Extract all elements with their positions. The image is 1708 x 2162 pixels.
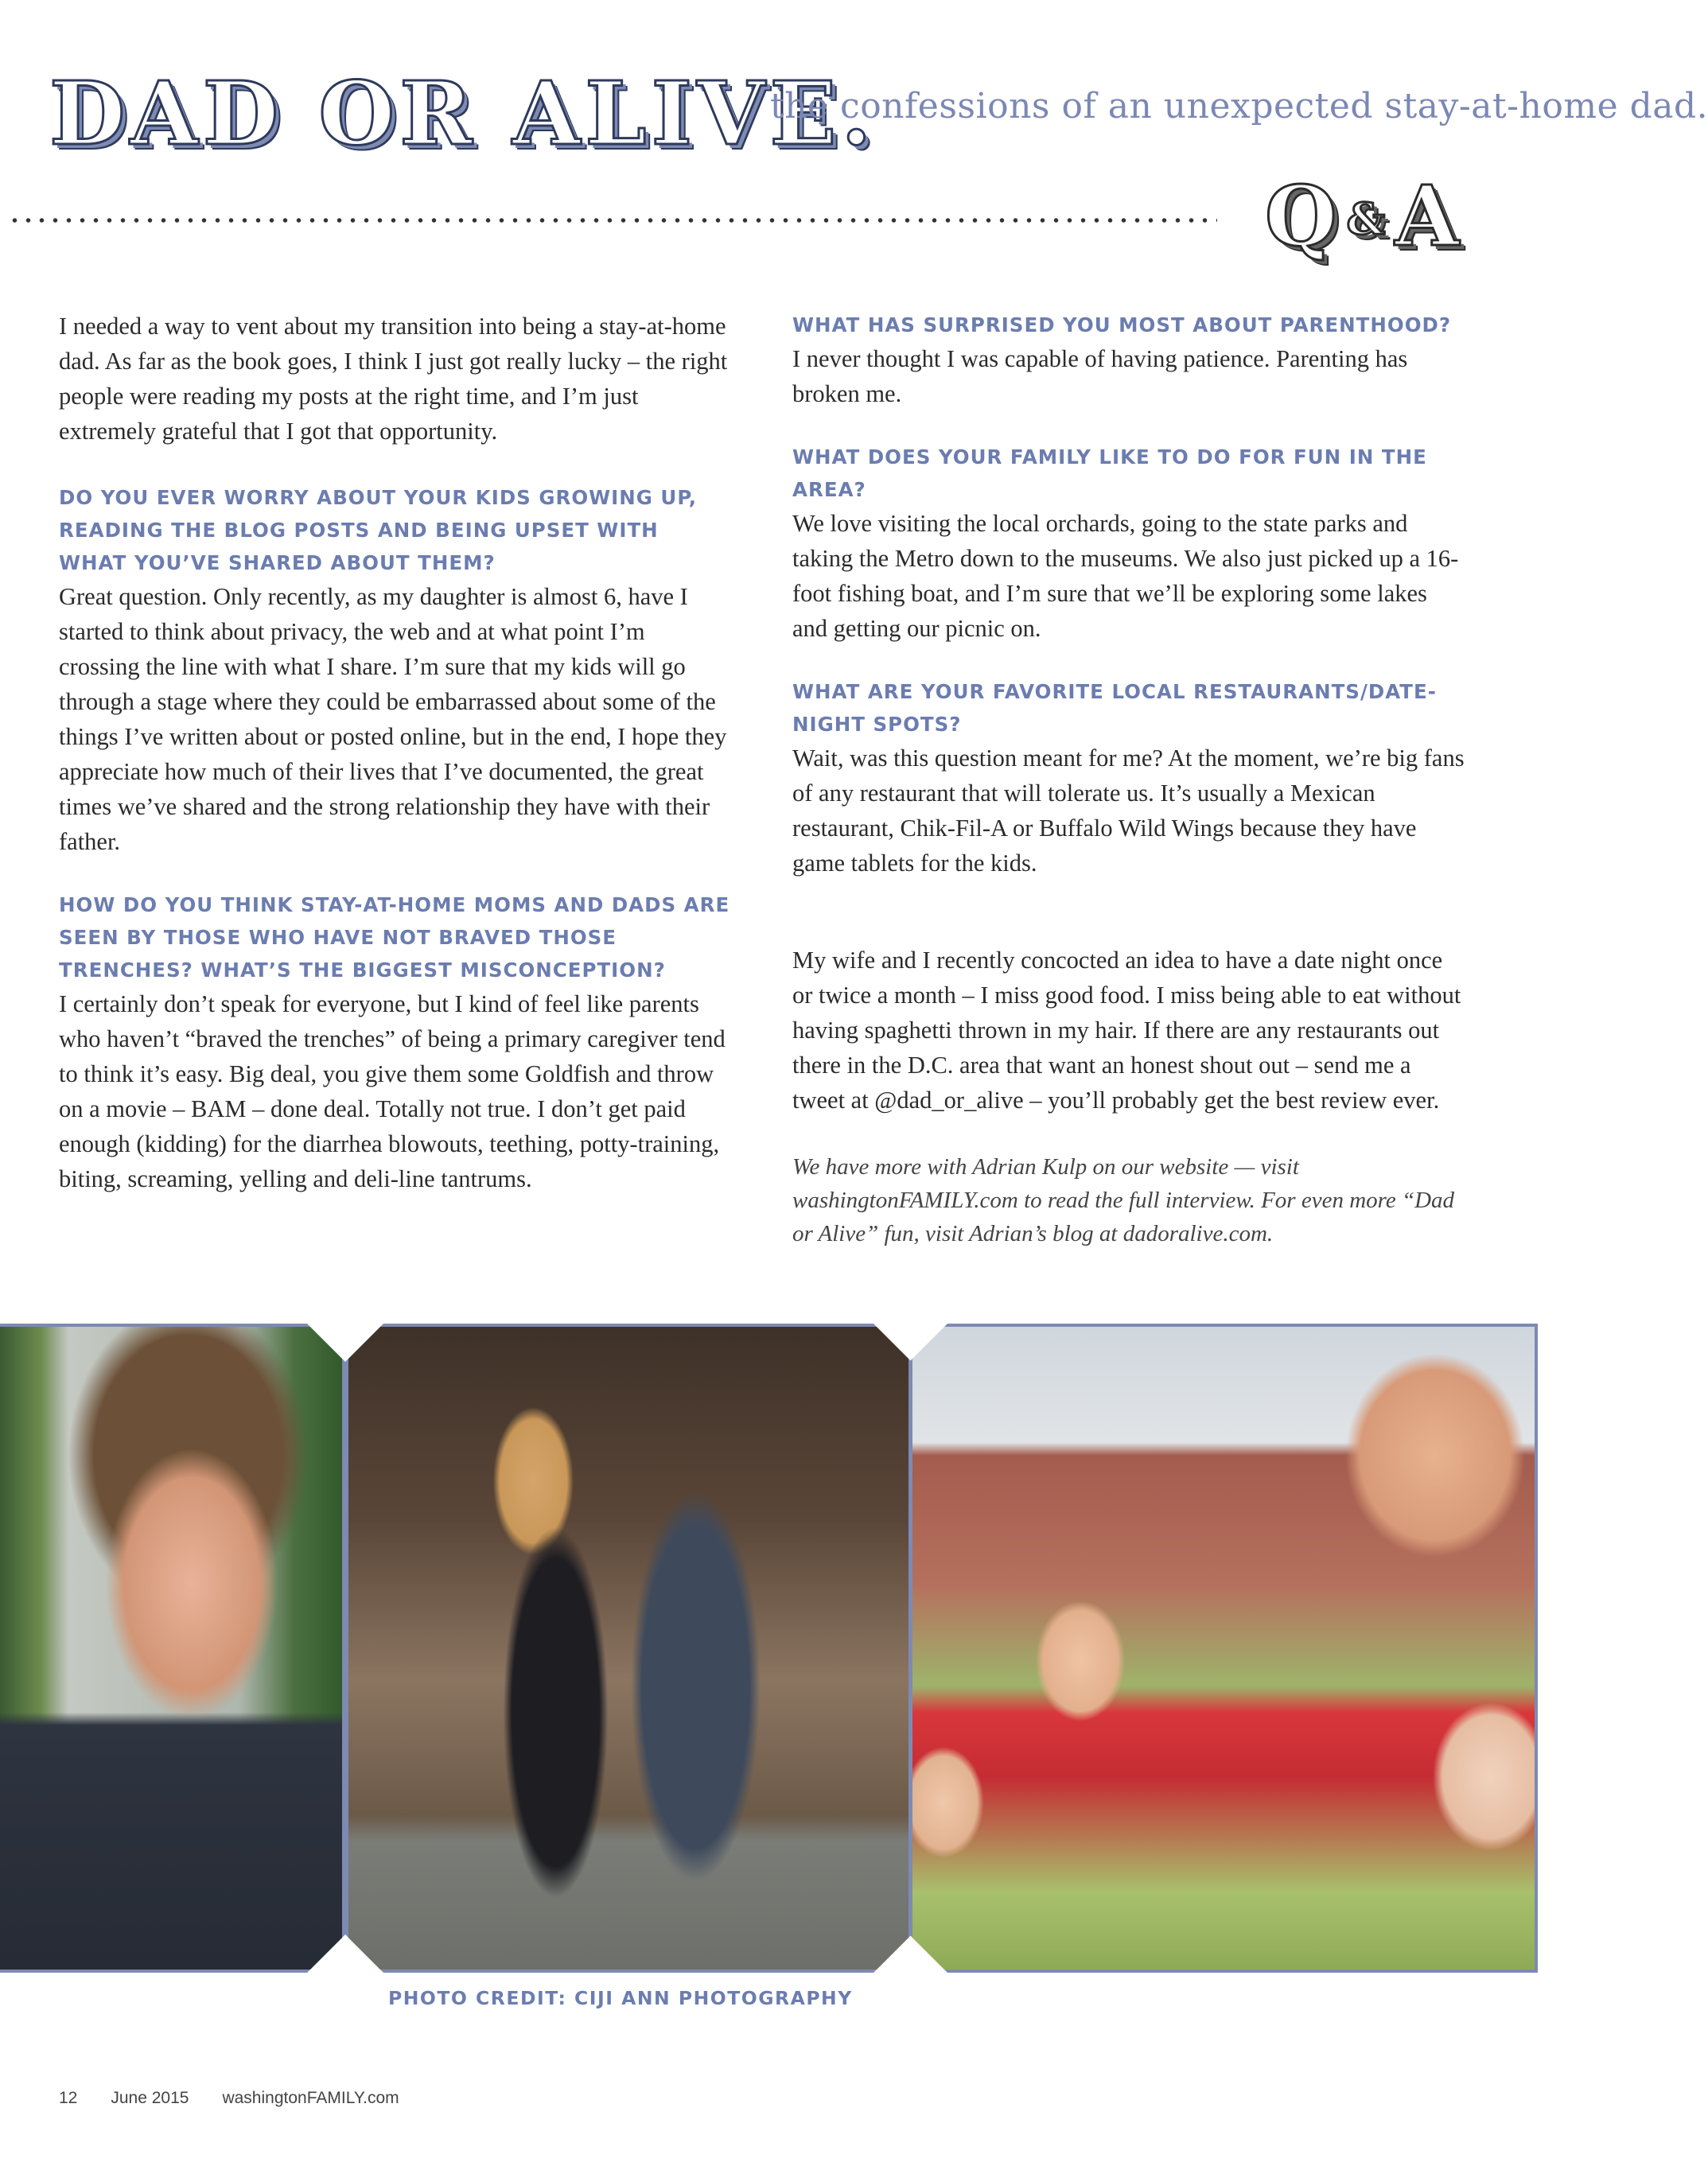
answer-paragraph: I never thought I was capable of having patience. Parenting has broken me.	[792, 345, 1408, 407]
dotted-divider	[8, 216, 1217, 224]
issue-date: June 2015	[111, 2089, 189, 2107]
question-heading: HOW DO YOU THINK STAY-AT-HOME MOMS AND DADS ARE SEEN BY THOSE WHO HAVE NOT BRAVED THOSE TRENCHES? WHAT’S THE BIGGEST MISCONCEPTION?	[59, 893, 730, 982]
family-selfie-photo	[909, 1324, 1538, 1973]
question-heading: DO YOU EVER WORRY ABOUT YOUR KIDS GROWING UP, READING THE BLOG POSTS AND BEING UPSET WITH WHAT YOU’VE SHARED ABOUT THEM?	[59, 486, 698, 574]
qa-item	[792, 309, 1465, 411]
masthead-title: DAD OR ALIVE.	[49, 62, 877, 165]
qa-badge-q: Q	[1265, 167, 1337, 265]
masthead-tagline: the confessions of an unexpected stay-at-home dad.	[770, 86, 1708, 126]
qa-item	[792, 441, 1465, 646]
intro-paragraph: I needed a way to vent about my transition into being a stay-at-home dad. As far as the book goes, I think I just got really lucky – the right people were reading my posts at the right time, and I’m just extremely grateful that I got that opportunity.	[59, 313, 728, 445]
portrait-photo	[0, 1324, 345, 1973]
page-number: 12	[59, 2089, 78, 2107]
closing-note: We have more with Adrian Kulp on our website — visit washingtonFAMILY.com to read the full interview. For even more “Dad or Alive” fun, visit Adrian’s blog at dadoralive.com.	[792, 1154, 1455, 1246]
qa-badge-a: A	[1395, 167, 1460, 265]
photo-credit: PHOTO CREDIT: CIJI ANN PHOTOGRAPHY	[388, 1987, 853, 2009]
answer-paragraph: Great question. Only recently, as my daughter is almost 6, have I started to think about privacy, the web and at what point I’m crossing the line with what I share. I’m sure that my kids will go through a stage where they could be embarrassed about some of the things I’ve written about or posted online, but in the end, I hope they appreciate how much of their lives that I’ve documented, the great times we’ve shared and the strong relationship they have with their father.	[59, 583, 727, 855]
qa-section-badge	[1265, 167, 1460, 265]
qa-item	[792, 675, 1465, 881]
extra-paragraph: My wife and I recently concocted an idea to have a date night once or twice a month – I miss good food. I miss being able to eat without having spaghetti thrown in my hair. If there are any restaurants out there in the D.C. area that want an honest shout out – send me a tweet at @dad_or_alive – you’ll probably get the best review ever.	[792, 947, 1461, 1114]
left-column	[59, 309, 731, 1226]
qa-badge-ampersand: &	[1346, 193, 1386, 244]
couple-photo	[345, 1324, 912, 1973]
question-heading: WHAT HAS SURPRISED YOU MOST ABOUT PARENTHOOD?	[792, 313, 1452, 336]
answer-paragraph: Wait, was this question meant for me? At the moment, we’re big fans of any restaurant that will tolerate us. It’s usually a Mexican restaurant, Chik-Fil-A or Buffalo Wild Wings because they have game tablets for the kids.	[792, 745, 1465, 877]
question-heading: WHAT ARE YOUR FAVORITE LOCAL RESTAURANTS/DATE-NIGHT SPOTS?	[792, 680, 1437, 736]
qa-item	[59, 889, 731, 1196]
page-footer	[59, 2089, 433, 2108]
question-heading: WHAT DOES YOUR FAMILY LIKE TO DO FOR FUN IN THE AREA?	[792, 445, 1427, 501]
answer-paragraph: We love visiting the local orchards, going to the state parks and taking the Metro down to the museums. We also just picked up a 16-foot fishing boat, and I’m sure that we’ll be exploring some lakes and getting our picnic on.	[792, 510, 1459, 642]
qa-item	[59, 481, 731, 859]
right-column	[792, 309, 1465, 1250]
answer-paragraph: I certainly don’t speak for everyone, but I kind of feel like parents who haven’t “braved the trenches” of being a primary caregiver tend to think it’s easy. Big deal, you give them some Goldfish and throw on a movie – BAM – done deal. Totally not true. I don’t get paid enough (kidding) for the diarrhea blowouts, teething, potty-training, biting, screaming, yelling and deli-line tantrums.	[59, 990, 726, 1192]
publication-site: washingtonFAMILY.com	[222, 2089, 399, 2107]
